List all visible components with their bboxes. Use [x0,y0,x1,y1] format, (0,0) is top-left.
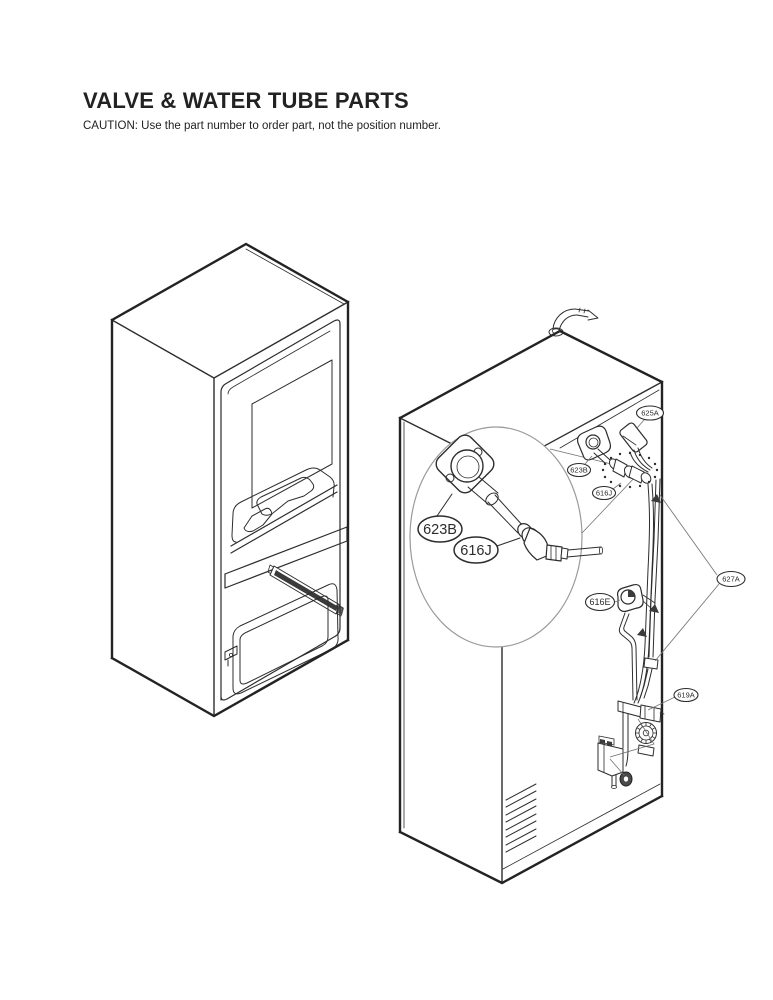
callout-616j-label: 616J [595,488,613,498]
callout-619a [674,689,698,702]
detail-circle [410,427,638,647]
callout-623b-detail-label: 623B [423,522,457,538]
cabinet-outline [112,244,348,716]
callout-616e [586,594,615,611]
callout-623b-detail [418,516,462,542]
callout-619a-label: 619A [677,690,695,700]
left-refrigerator-drawing [112,244,348,716]
callout-625a [637,406,664,420]
callout-616j-detail-label: 616J [460,543,492,559]
caution-text: CAUTION: Use the part number to order part, not the position number. [83,120,441,132]
callout-623b [568,464,591,477]
water-tube-rail [268,565,344,616]
valve-assembly-619a [598,701,664,789]
valve-623b [578,426,611,464]
callout-627a [717,572,745,587]
vent-grille [506,784,536,852]
callout-616j [593,487,616,500]
page-title: VALVE & WATER TUBE PARTS [83,88,409,113]
callout-616e-label: 616E [589,597,611,608]
cabinet-interior [225,360,347,694]
door-frame [221,320,340,700]
right-refrigerator-drawing [400,308,745,883]
callout-623b-label: 623B [570,465,588,475]
callout-625a-label: 625A [641,408,659,418]
callout-627a-label: 627A [722,574,740,584]
callout-616j-detail [454,537,498,563]
